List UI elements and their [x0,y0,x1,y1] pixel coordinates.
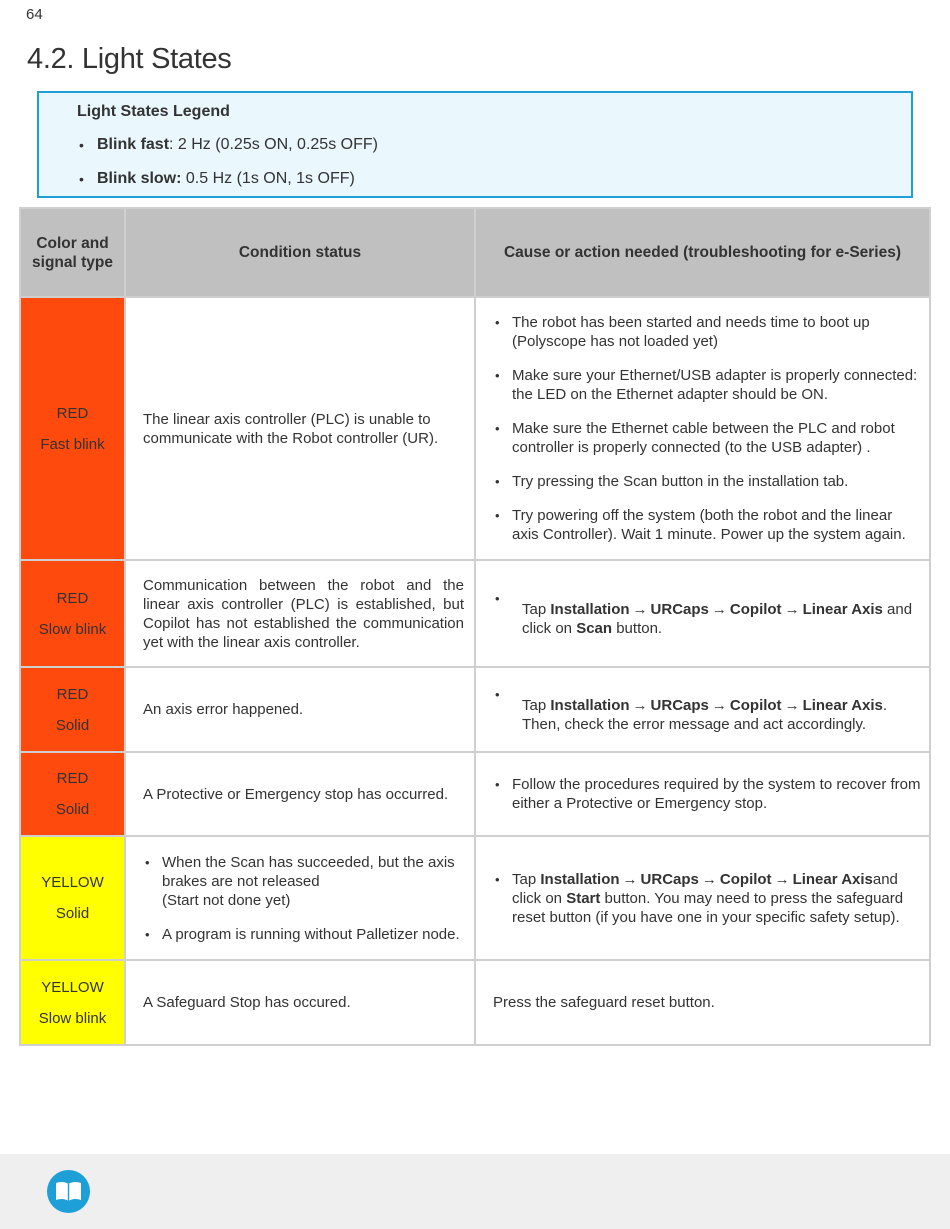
light-states-legend [37,91,913,198]
legend-item-blink-slow: • Blink slow: 0.5 Hz (1s ON, 1s OFF) [77,169,378,203]
list-item: • A program is running without Palletizer node. [143,925,464,944]
condition-cell: A Protective or Emergency stop has occurred. [125,752,475,836]
signal-color-cell: RED Fast blink [20,297,125,560]
light-states-table [19,207,931,1046]
cause-list [493,775,921,813]
list-item: • When the Scan has succeeded, but the axis brakes are not released (Start not done yet) [143,853,464,910]
cause-cell [475,297,930,560]
list-item: • Make sure the Ethernet cable between the PLC and robot controller is properly connected (to the USB adapter) . [493,419,921,457]
table-row [20,560,930,667]
cause-cell [475,836,930,960]
table-header-row [20,208,930,297]
list-item: • Make sure your Ethernet/USB adapter is properly connected: the LED on the Ethernet adapter should be ON. [493,366,921,404]
section-title: 4.2. Light States [27,43,232,75]
bullet: • [495,687,500,702]
condition-cell [125,836,475,960]
legend-item-blink-fast: • Blink fast: 2 Hz (0.25s ON, 0.25s OFF) [77,135,378,169]
signal-color-cell: YELLOW Slow blink [20,960,125,1045]
action-instruction: • Tap Installation → URCaps → Copilot → Linear Axis. Then, check the error message and act accordingly. [495,687,888,733]
list-item: • The robot has been started and needs time to boot up (Polyscope has not loaded yet) [493,313,921,351]
condition-cell: Communication between the robot and the linear axis controller (PLC) is established, but Copilot has not established the communication yet with the linear axis controller. [125,560,475,667]
condition-cell: The linear axis controller (PLC) is unable to communicate with the Robot controller (UR). [125,297,475,560]
page-number: 64 [26,6,43,23]
signal-color-cell: YELLOW Solid [20,836,125,960]
cause-cell [475,560,930,667]
list-item: • Try powering off the system (both the robot and the linear axis Controller). Wait 1 minute. Power up the system again. [493,506,921,544]
action-instruction: • Tap Installation → URCaps → Copilot → Linear Axis and click on Scan button. [495,591,913,637]
signal-color-cell: RED Slow blink [20,560,125,667]
table-row [20,297,930,560]
cause-cell: Press the safeguard reset button. [475,960,930,1045]
condition-cell: An axis error happened. [125,667,475,752]
list-item: • Follow the procedures required by the system to recover from either a Protective or Emergency stop. [493,775,921,813]
list-item: • Try pressing the Scan button in the installation tab. [493,472,921,491]
header-condition-status: Condition status [125,208,475,297]
signal-color-cell: RED Solid [20,752,125,836]
cause-cell [475,752,930,836]
list-item: • Tap Installation → URCaps → Copilot → Linear Axisand click on Start button. You may need to press the safeguard reset button (if you have one in your specific safety setup). [493,870,921,927]
bullet: • [495,591,500,606]
cause-cell [475,667,930,752]
page-footer [0,1154,950,1229]
cause-list [493,870,921,927]
condition-list [143,853,464,944]
book-icon[interactable] [47,1170,90,1213]
table-row [20,667,930,752]
cause-list [493,313,921,544]
condition-cell: A Safeguard Stop has occured. [125,960,475,1045]
header-color-signal: Color and signal type [20,208,125,297]
table-row [20,960,930,1045]
book-icon-glyph [55,1181,82,1202]
signal-color-cell: RED Solid [20,667,125,752]
table-row [20,752,930,836]
header-cause-action: Cause or action needed (troubleshooting for e-Series) [475,208,930,297]
legend-list [77,135,378,203]
table-row [20,836,930,960]
legend-title: Light States Legend [77,103,230,120]
